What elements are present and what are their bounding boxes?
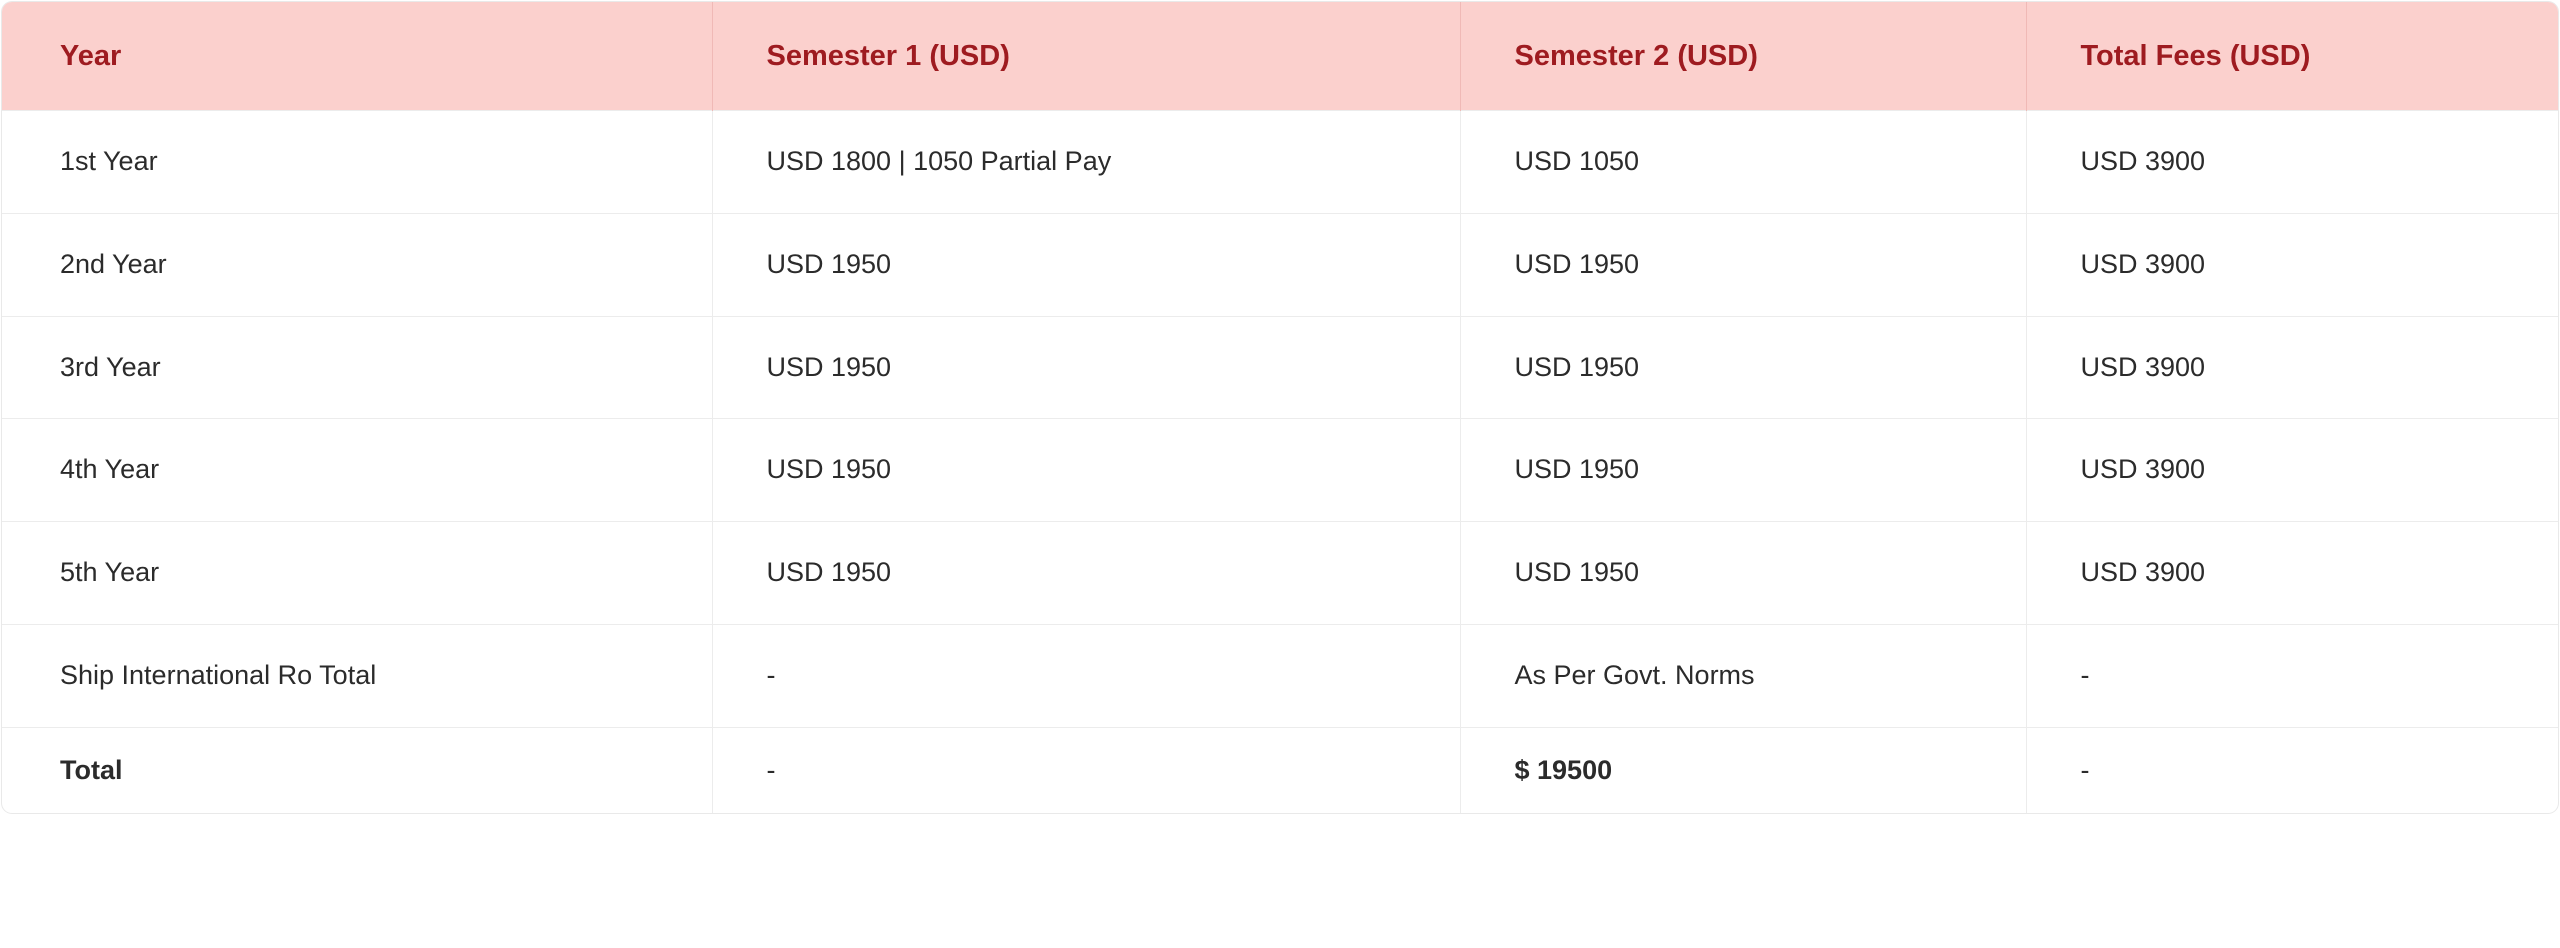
cell-total-fees: - (2026, 727, 2558, 813)
cell-semester-2: USD 1950 (1460, 522, 2026, 625)
cell-semester-1: USD 1800 | 1050 Partial Pay (712, 111, 1460, 214)
column-header-semester-2: Semester 2 (USD) (1460, 2, 2026, 111)
cell-year: Total (2, 727, 712, 813)
cell-semester-2: USD 1050 (1460, 111, 2026, 214)
cell-total-fees: USD 3900 (2026, 316, 2558, 419)
cell-semester-1: USD 1950 (712, 213, 1460, 316)
cell-semester-2: USD 1950 (1460, 213, 2026, 316)
column-header-total-fees: Total Fees (USD) (2026, 2, 2558, 111)
table-header-row (2, 2, 2558, 111)
table-row (2, 624, 2558, 727)
table-row (2, 111, 2558, 214)
table-row-total (2, 727, 2558, 813)
cell-semester-2: USD 1950 (1460, 419, 2026, 522)
column-header-semester-1: Semester 1 (USD) (712, 2, 1460, 111)
cell-semester-1: USD 1950 (712, 522, 1460, 625)
fees-table-container (0, 2, 2560, 813)
cell-semester-1: - (712, 727, 1460, 813)
cell-year: 5th Year (2, 522, 712, 625)
table-row (2, 213, 2558, 316)
cell-semester-2: USD 1950 (1460, 316, 2026, 419)
table-body (2, 111, 2558, 814)
cell-total-fees: USD 3900 (2026, 111, 2558, 214)
cell-year: 2nd Year (2, 213, 712, 316)
cell-year: 1st Year (2, 111, 712, 214)
column-header-year: Year (2, 2, 712, 111)
cell-total-fees: USD 3900 (2026, 213, 2558, 316)
cell-year: 3rd Year (2, 316, 712, 419)
cell-semester-2: $ 19500 (1460, 727, 2026, 813)
cell-total-fees: USD 3900 (2026, 419, 2558, 522)
cell-year: Ship International Ro Total (2, 624, 712, 727)
fees-table (2, 2, 2558, 813)
cell-semester-1: USD 1950 (712, 316, 1460, 419)
cell-total-fees: - (2026, 624, 2558, 727)
cell-semester-1: USD 1950 (712, 419, 1460, 522)
table-row (2, 522, 2558, 625)
table-row (2, 419, 2558, 522)
cell-semester-2: As Per Govt. Norms (1460, 624, 2026, 727)
table-header (2, 2, 2558, 111)
cell-total-fees: USD 3900 (2026, 522, 2558, 625)
cell-year: 4th Year (2, 419, 712, 522)
table-row (2, 316, 2558, 419)
cell-semester-1: - (712, 624, 1460, 727)
